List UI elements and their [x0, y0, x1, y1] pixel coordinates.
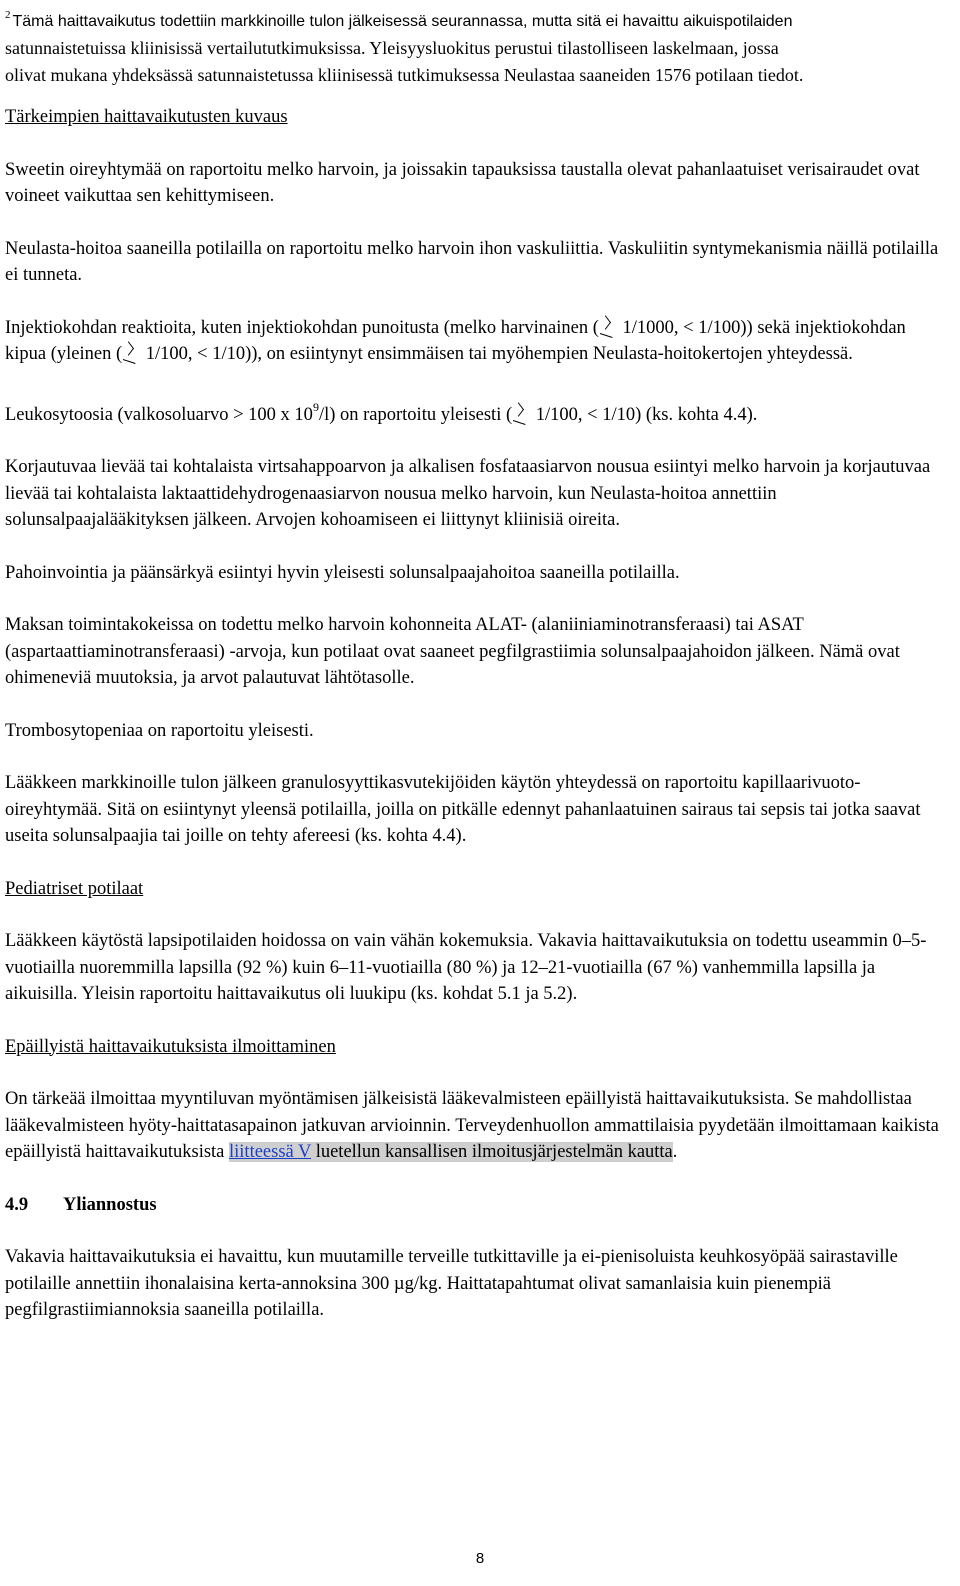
paragraph-thrombocytopenia: Trombosytopeniaa on raportoitu yleisesti. — [5, 720, 314, 741]
heading-description: Tärkeimpien haittavaikutusten kuvaus — [5, 107, 288, 127]
footnote-line-3: olivat mukana yhdeksässä satunnaistetussa kliinisessä tutkimuksessa Neulastaa saaneiden 1576 potilaan tiedot. — [5, 65, 804, 85]
paragraph-leukocytosis: Leukosytoosia (valkosoluarvo > 100 x $10^9/l$) on raportoitu yleisesti ( 1/100, < 1/10) (ks. kohta 4.4). — [5, 399, 758, 425]
paragraph-nausea: Pahoinvointia ja päänsärkyä esiintyi hyvin yleisesti solunsalpaajahoitoa saaneilla potilailla. — [5, 562, 680, 583]
document-page — [5, 0, 950, 1324]
section-number: 4.9 — [5, 1194, 29, 1215]
appendix-v-link[interactable]: liitteessä V — [229, 1142, 312, 1162]
paragraph-lab-values: Korjautuvaa lievää tai kohtalaista virtsahappoarvon ja alkalisen fosfataasiarvon nousua esiintyi melko harvoin ja korjautuvaa lievää tai kohtalaista laktaattidehydrogenaasiarvon nousua melko harvoin, kun Neulasta-hoitoa annettiin solunsalpaajalääkityksen jälkeen. Arvojen kohoamiseen ei liittynyt kliinisiä oireita. — [5, 457, 931, 530]
paragraph-capillary-leak: Lääkkeen markkinoille tulon jälkeen granulosyyttikasvutekijöiden käytön yhteydessä on raportoitu kapillaarivuoto-oireyhtymää. Sitä on esiintynyt yleensä potilailla, joilla on pitkälle edennyt pahanlaatuinen sairaus tai sepsis tai jotka saavat useita solunsalpaajia tai joille on tehty afereesi (ks. kohta 4.4). — [5, 773, 921, 846]
greater-equal-icon — [599, 317, 615, 335]
paragraph-reporting: On tärkeää ilmoittaa myyntiluvan myöntämisen jälkeisistä lääkevalmisteen epäillyistä haittavaikutuksista. Se mahdollistaa lääkevalmisteen hyöty-haittatasapainon jatkuvan arvioinnin. Terveydenhuollon ammattilaisia pyydetään ilmoittamaan kaikista epäillyistä haittavaikutuksista liitteessä V luetellun kansallisen ilmoitusjärjestelmän kautta. — [5, 1089, 939, 1162]
highlighted-reference: liitteessä V luetellun kansallisen ilmoitusjärjestelmän kautta — [229, 1142, 673, 1162]
footnote-mark: 2 — [5, 9, 11, 21]
heading-pediatric: Pediatriset potilaat — [5, 878, 144, 899]
footnote-line-2: satunnaistetuissa kliinisissä vertailututkimuksissa. Yleisyysluokitus perustui tilastolliseen laskelmaan, jossa — [5, 38, 779, 58]
greater-equal-icon — [512, 404, 528, 422]
footnote-line-1: Tämä haittavaikutus todettiin markkinoille tulon jälkeisessä seurannassa, mutta sitä ei havaittu aikuispotilaiden — [12, 13, 793, 30]
paragraph-sweet: Sweetin oireyhtymää on raportoitu melko harvoin, ja joissakin tapauksissa taustalla olevat pahanlaatuiset verisairaudet ovat voineet vaikuttaa sen kehittymiseen. — [5, 159, 920, 206]
paragraph-liver: Maksan toimintakokeissa on todettu melko harvoin kohonneita ALAT- (alaniiniaminotransferaasi) tai ASAT (aspartaattiaminotransferaasi) -arvoja, kun potilaat ovat saaneet pegfilgrastiimia solunsalpaajahoidon jälkeen. Nämä ovat ohimeneviä muutoksia, ja arvot palautuvat lähtötasolle. — [5, 615, 900, 688]
section-title: Yliannostus — [63, 1194, 157, 1215]
page-number: 8 — [475, 1550, 485, 1567]
paragraph-pediatric: Lääkkeen käytöstä lapsipotilaiden hoidossa on vain vähän kokemuksia. Vakavia haittavaikutuksia on todettu useammin 0–5-vuotiailla nuoremmilla lapsilla (92 %) kuin 6–11-vuotiailla (80 %) ja 12–21-vuotiailla (67 %) vanhemmilla lapsilla ja aikuisilla. Yleisin raportoitu haittavaikutus oli luukipu (ks. kohdat 5.1 ja 5.2). — [5, 931, 927, 1004]
footnote — [5, 2, 950, 89]
paragraph-overdose: Vakavia haittavaikutuksia ei havaittu, kun muutamille terveille tutkittaville ja ei-pienisoluista keuhkosyöpää sairastaville potilaille annettiin ihonalaisina kerta-annoksina 300 µg/kg. Haittatapahtumat olivat samanlaisia kuin pienempiä pegfilgrastiimiannoksia saaneilla potilailla. — [5, 1247, 898, 1320]
paragraph-injection-site: Injektiokohdan reaktioita, kuten injektiokohdan punoitusta (melko harvinainen ( 1/1000, < 1/100)) sekä injektiokohdan kipua (yleinen ( 1/100, < 1/10)), on esiintynyt ensimmäisen tai myöhempien Neulasta-hoitokertojen yhteydessä. — [5, 317, 906, 364]
greater-equal-icon — [122, 343, 138, 361]
paragraph-vasculitis: Neulasta-hoitoa saaneilla potilailla on raportoitu melko harvoin ihon vaskuliittia. Vaskuliitin syntymekanismia näillä potilailla ei tunneta. — [5, 238, 939, 285]
heading-reporting: Epäillyistä haittavaikutuksista ilmoittaminen — [5, 1036, 336, 1057]
section-heading-overdose — [5, 1192, 950, 1219]
